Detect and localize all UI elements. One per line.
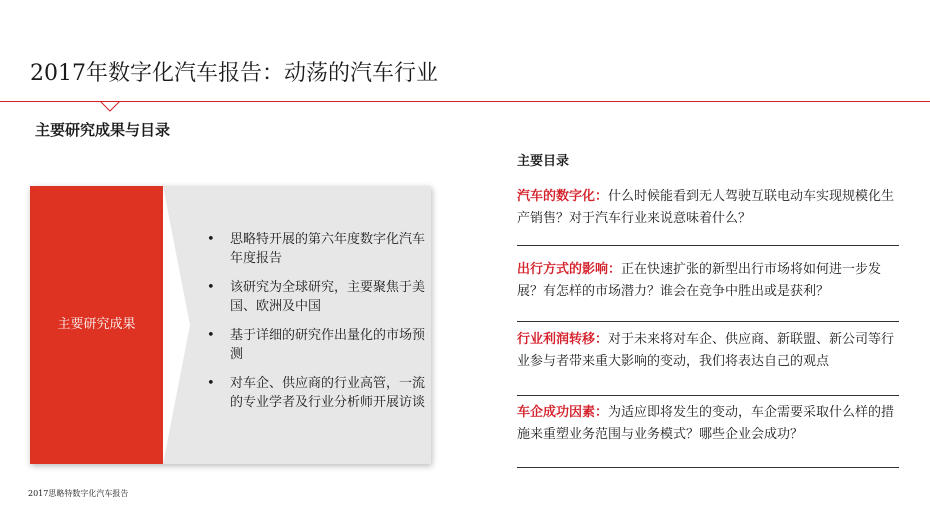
header-divider (0, 101, 930, 102)
key-findings-panel (30, 186, 431, 464)
page-title: 2017年数字化汽车报告：动荡的汽车行业 (30, 61, 438, 86)
bullet-icon: • (207, 232, 215, 247)
toc-item-digitalization (517, 186, 899, 230)
bullet-icon: • (207, 328, 215, 343)
section-subtitle: 主要研究成果与目录 (35, 121, 171, 139)
divider-notch (100, 101, 122, 113)
bullet-icon: • (207, 280, 215, 295)
toc-item-text: 正在快速扩张的新型出行市场将如何进一步发展？有怎样的市场潜力？谁会在竞争中胜出或是获利？ (517, 262, 882, 299)
findings-bullet: • 基于详细的研究作出量化的市场预测 (207, 328, 426, 362)
toc-item-mobility (517, 259, 899, 303)
toc-divider (517, 321, 899, 322)
toc-item-text: 为适应即将发生的变动，车企需要采取什么样的措施来重塑业务范围与业务模式？哪些企业会成功？ (517, 405, 895, 442)
toc-item-text: 什么时候能看到无人驾驶互联电动车实现规模化生产销售？对于汽车行业来说意味着什么？ (517, 189, 895, 226)
bullet-icon: • (207, 376, 215, 391)
findings-label: 主要研究成果 (57, 317, 136, 332)
toc-divider (517, 395, 899, 396)
toc-item-key: 汽车的数字化： (517, 189, 609, 204)
footer-text: 2017思略特数字化汽车报告 (28, 489, 129, 498)
findings-label-block (30, 186, 163, 464)
toc-divider (517, 467, 899, 468)
findings-list (200, 230, 425, 422)
toc-item-key: 车企成功因素： (517, 405, 609, 420)
toc-item-success-factors (517, 402, 899, 446)
toc-item-profit-shift (517, 329, 899, 373)
toc-divider (517, 245, 899, 246)
toc-item-key: 出行方式的影响： (517, 262, 622, 277)
toc-heading: 主要目录 (517, 154, 570, 169)
toc-item-text: 对于未来将对车企、供应商、新联盟、新公司等行业参与者带来重大影响的变动，我们将表达自己的观点 (517, 332, 895, 369)
findings-bullet: • 思略特开展的第六年度数字化汽车年度报告 (207, 232, 426, 266)
findings-bullet: • 对车企、供应商的行业高管，一流的专业学者及行业分析师开展访谈 (207, 376, 426, 410)
findings-bullet: • 该研究为全球研究，主要聚焦于美国、欧洲及中国 (207, 280, 426, 314)
toc-item-key: 行业利润转移： (517, 332, 609, 347)
